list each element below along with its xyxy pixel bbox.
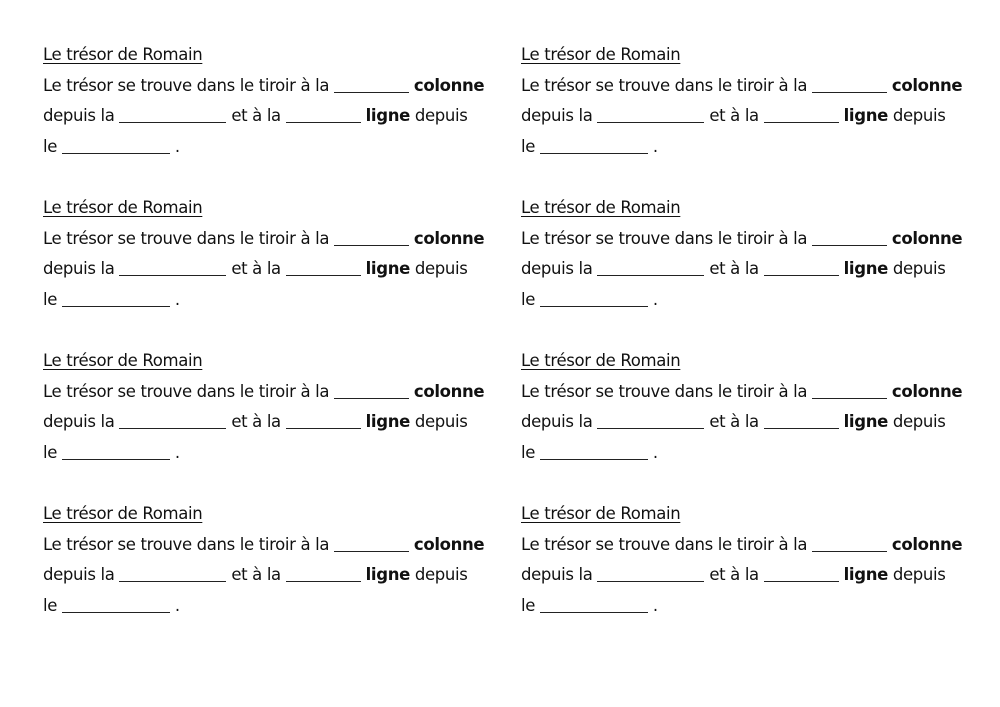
- sentence-line-2: [521, 254, 973, 285]
- sentence-text: le: [521, 442, 536, 462]
- card-title: Le trésor de Romain: [521, 198, 681, 217]
- sentence-line-1: [43, 71, 521, 102]
- column-keyword: colonne: [413, 75, 485, 95]
- row-number-blank[interactable]: [764, 106, 839, 124]
- sentence-period: .: [652, 595, 658, 615]
- column-number-blank[interactable]: [334, 534, 409, 552]
- column-number-blank[interactable]: [812, 228, 887, 246]
- sentence-text: depuis: [892, 565, 946, 585]
- card-title: Le trésor de Romain: [43, 198, 203, 217]
- column-reference-blank[interactable]: [119, 259, 226, 277]
- sentence-line-3: [521, 132, 973, 163]
- column-reference-blank[interactable]: [597, 106, 704, 124]
- column-reference-blank[interactable]: [597, 565, 704, 583]
- sentence-text: Le trésor se trouve dans le tiroir à la: [521, 75, 808, 95]
- treasure-card: [43, 40, 521, 193]
- row-reference-blank[interactable]: [540, 442, 648, 460]
- card-title: Le trésor de Romain: [521, 351, 681, 370]
- sentence-period: .: [174, 289, 180, 309]
- card-title: Le trésor de Romain: [521, 45, 681, 64]
- sentence-text: le: [521, 136, 536, 156]
- sentence-text: depuis la: [521, 259, 593, 279]
- column-number-blank[interactable]: [812, 534, 887, 552]
- card-title: Le trésor de Romain: [521, 504, 681, 523]
- sentence-text: depuis la: [43, 565, 115, 585]
- row-keyword: ligne: [843, 259, 888, 279]
- column-reference-blank[interactable]: [119, 106, 226, 124]
- row-keyword: ligne: [365, 412, 410, 432]
- sentence-text: depuis: [414, 106, 468, 126]
- row-number-blank[interactable]: [286, 412, 361, 430]
- sentence-period: .: [652, 289, 658, 309]
- sentence-text: Le trésor se trouve dans le tiroir à la: [521, 228, 808, 248]
- sentence-line-1: [43, 377, 521, 408]
- row-reference-blank[interactable]: [540, 595, 648, 613]
- column-keyword: colonne: [413, 381, 485, 401]
- sentence-line-2: [43, 407, 521, 438]
- sentence-line-1: [43, 530, 521, 561]
- sentence-text: le: [521, 595, 536, 615]
- column-number-blank[interactable]: [334, 75, 409, 93]
- sentence-text: depuis: [414, 565, 468, 585]
- sentence-line-3: [43, 285, 521, 316]
- sentence-period: .: [174, 595, 180, 615]
- sentence-line-1: [521, 224, 973, 255]
- sentence-text: depuis la: [521, 412, 593, 432]
- column-reference-blank[interactable]: [119, 565, 226, 583]
- sentence-line-2: [43, 560, 521, 591]
- sentence-text: depuis la: [43, 259, 115, 279]
- column-keyword: colonne: [413, 534, 485, 554]
- sentence-line-3: [43, 438, 521, 469]
- column-reference-blank[interactable]: [597, 259, 704, 277]
- sentence-text: Le trésor se trouve dans le tiroir à la: [43, 75, 330, 95]
- sentence-text: et à la: [231, 106, 281, 126]
- sentence-line-2: [521, 407, 973, 438]
- row-reference-blank[interactable]: [62, 442, 170, 460]
- column-keyword: colonne: [891, 534, 963, 554]
- sentence-text: Le trésor se trouve dans le tiroir à la: [521, 381, 808, 401]
- sentence-text: depuis la: [521, 106, 593, 126]
- column-reference-blank[interactable]: [119, 412, 226, 430]
- sentence-text: Le trésor se trouve dans le tiroir à la: [43, 381, 330, 401]
- column-number-blank[interactable]: [812, 75, 887, 93]
- sentence-line-1: [43, 224, 521, 255]
- column-keyword: colonne: [891, 75, 963, 95]
- row-reference-blank[interactable]: [62, 595, 170, 613]
- sentence-text: depuis la: [521, 565, 593, 585]
- sentence-text: Le trésor se trouve dans le tiroir à la: [521, 534, 808, 554]
- card-title: Le trésor de Romain: [43, 504, 203, 523]
- sentence-period: .: [174, 442, 180, 462]
- treasure-card: [43, 346, 521, 499]
- treasure-card: [521, 346, 973, 499]
- sentence-text: depuis: [892, 259, 946, 279]
- sentence-line-2: [521, 560, 973, 591]
- sentence-text: et à la: [709, 412, 759, 432]
- sentence-text: depuis: [414, 259, 468, 279]
- sentence-line-2: [521, 101, 973, 132]
- sentence-period: .: [174, 136, 180, 156]
- sentence-text: et à la: [709, 106, 759, 126]
- row-keyword: ligne: [365, 106, 410, 126]
- sentence-line-3: [521, 591, 973, 622]
- treasure-card: [521, 499, 973, 652]
- sentence-line-1: [521, 530, 973, 561]
- sentence-period: .: [652, 136, 658, 156]
- card-title: Le trésor de Romain: [43, 351, 203, 370]
- row-number-blank[interactable]: [764, 259, 839, 277]
- column-number-blank[interactable]: [812, 381, 887, 399]
- sentence-line-1: [521, 377, 973, 408]
- sentence-text: le: [43, 289, 58, 309]
- row-number-blank[interactable]: [286, 565, 361, 583]
- card-title: Le trésor de Romain: [43, 45, 203, 64]
- sentence-line-3: [43, 591, 521, 622]
- row-keyword: ligne: [365, 259, 410, 279]
- column-number-blank[interactable]: [334, 228, 409, 246]
- sentence-text: le: [43, 442, 58, 462]
- sentence-text: et à la: [709, 565, 759, 585]
- sentence-text: le: [43, 595, 58, 615]
- row-reference-blank[interactable]: [62, 136, 170, 154]
- sentence-text: et à la: [709, 259, 759, 279]
- sentence-period: .: [652, 442, 658, 462]
- row-number-blank[interactable]: [286, 259, 361, 277]
- sentence-line-3: [43, 132, 521, 163]
- sentence-text: depuis: [892, 412, 946, 432]
- row-keyword: ligne: [843, 106, 888, 126]
- treasure-card: [521, 40, 973, 193]
- sentence-text: depuis la: [43, 412, 115, 432]
- sentence-line-3: [521, 438, 973, 469]
- worksheet-grid: [43, 40, 973, 652]
- row-number-blank[interactable]: [764, 565, 839, 583]
- row-keyword: ligne: [843, 565, 888, 585]
- sentence-text: Le trésor se trouve dans le tiroir à la: [43, 534, 330, 554]
- sentence-text: le: [521, 289, 536, 309]
- sentence-text: depuis: [892, 106, 946, 126]
- column-keyword: colonne: [891, 228, 963, 248]
- row-reference-blank[interactable]: [62, 289, 170, 307]
- treasure-card: [43, 193, 521, 346]
- sentence-line-1: [521, 71, 973, 102]
- row-reference-blank[interactable]: [540, 289, 648, 307]
- row-number-blank[interactable]: [286, 106, 361, 124]
- row-number-blank[interactable]: [764, 412, 839, 430]
- sentence-text: Le trésor se trouve dans le tiroir à la: [43, 228, 330, 248]
- sentence-line-2: [43, 101, 521, 132]
- treasure-card: [521, 193, 973, 346]
- sentence-text: depuis la: [43, 106, 115, 126]
- column-reference-blank[interactable]: [597, 412, 704, 430]
- sentence-text: depuis: [414, 412, 468, 432]
- sentence-line-3: [521, 285, 973, 316]
- row-keyword: ligne: [843, 412, 888, 432]
- row-reference-blank[interactable]: [540, 136, 648, 154]
- column-keyword: colonne: [891, 381, 963, 401]
- sentence-text: et à la: [231, 412, 281, 432]
- sentence-line-2: [43, 254, 521, 285]
- row-keyword: ligne: [365, 565, 410, 585]
- sentence-text: et à la: [231, 259, 281, 279]
- column-number-blank[interactable]: [334, 381, 409, 399]
- treasure-card: [43, 499, 521, 652]
- column-keyword: colonne: [413, 228, 485, 248]
- sentence-text: le: [43, 136, 58, 156]
- sentence-text: et à la: [231, 565, 281, 585]
